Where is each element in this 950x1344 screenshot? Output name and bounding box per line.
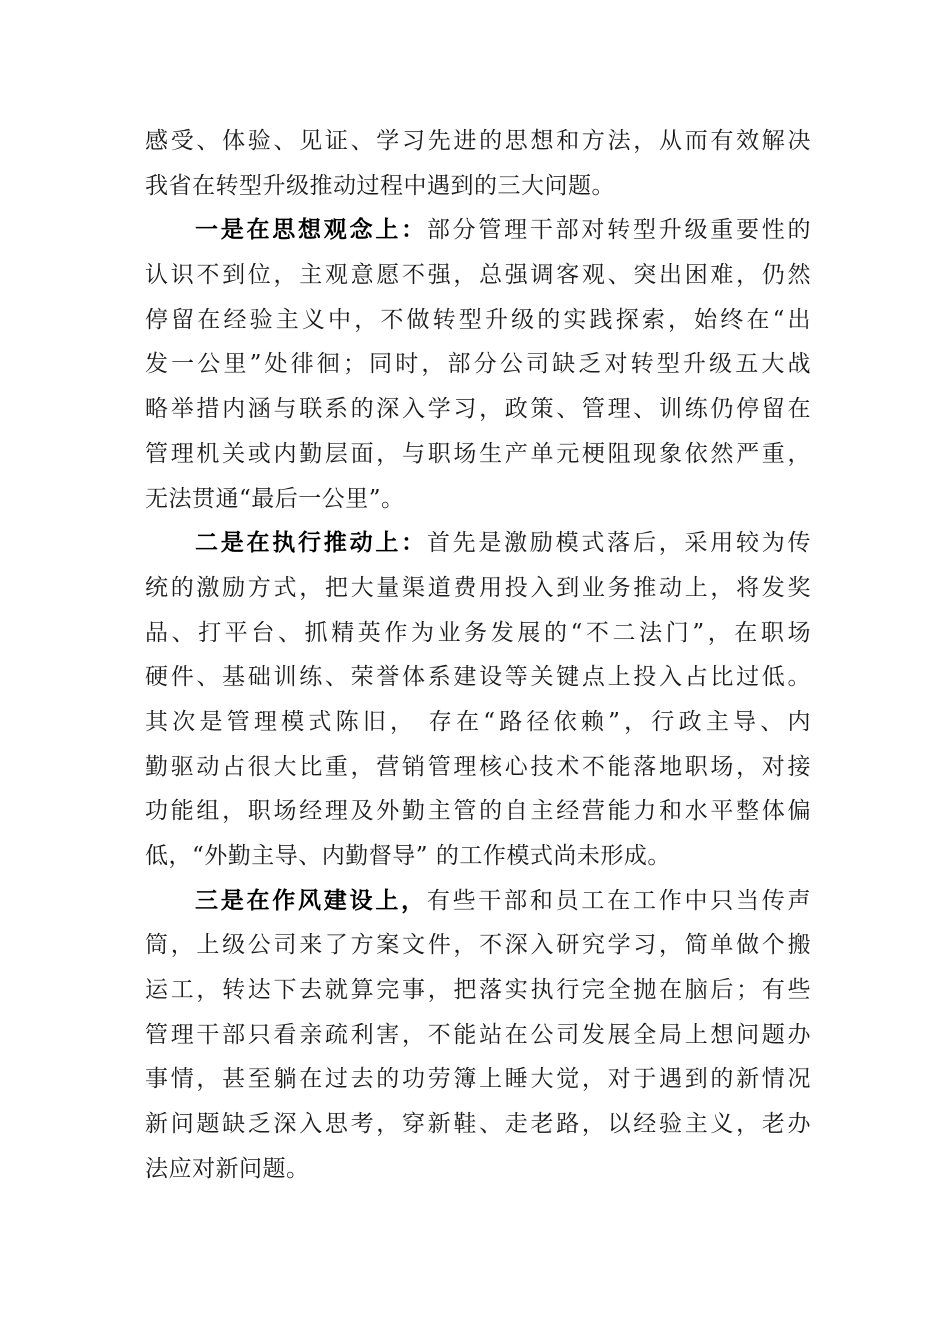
paragraph-2-line-1	[145, 208, 811, 253]
paragraph-4-line-4: 管理干部只看亲疏利害，不能站在公司发展全局上想问题办	[145, 1021, 811, 1048]
paragraph-4-first-rest: 有些干部和员工在工作中只当传声	[426, 887, 811, 914]
paragraph-2-line-7: 无法贯通“最后一公里”。	[145, 485, 405, 512]
paragraph-3-line-8: 低，“外勤主导、内勤督导” 的工作模式尚未形成。	[145, 843, 671, 869]
paragraph-2-lead: 一是在思想观念上：	[195, 216, 427, 244]
paragraph-4-line-2: 筒，上级公司来了方案文件，不深入研究学习，简单做个搬	[145, 932, 811, 959]
paragraph-1-line-1: 感受、体验、见证、学习先进的思想和方法，从而有效解决	[145, 128, 811, 154]
paragraph-4-line-1	[145, 879, 811, 924]
paragraph-3-line-5: 其次是管理模式陈旧， 存在“路径依赖”，行政主导、内	[145, 708, 811, 735]
paragraph-1-line-2: 我省在转型升级推动过程中遇到的三大问题。	[145, 172, 615, 199]
paragraph-4-line-6: 新问题缺乏深入思考，穿新鞋、走老路，以经验主义，老办	[145, 1111, 811, 1138]
paragraph-2-line-5: 略举措内涵与联系的深入学习，政策、管理、训练仍停留在	[145, 396, 811, 423]
paragraph-3-line-6: 勤驱动占很大比重，营销管理核心技术不能落地职场，对接	[145, 753, 811, 780]
paragraph-3-line-4: 硬件、基础训练、荣誉体系建设等关键点上投入占比过低。	[145, 664, 811, 691]
paragraph-3-lead: 二是在执行推动上：	[195, 529, 427, 557]
paragraph-4-line-5: 事情，甚至躺在过去的功劳簿上睡大觉，对于遇到的新情况	[145, 1066, 811, 1093]
paragraph-3-line-1	[145, 521, 811, 566]
paragraph-2-line-3: 停留在经验主义中，不做转型升级的实践探索，始终在“出	[145, 306, 811, 333]
paragraph-2-line-2: 认识不到位，主观意愿不强，总强调客观、突出困难，仍然	[145, 262, 811, 289]
paragraph-3-first-rest: 首先是激励模式落后，采用较为传	[426, 530, 811, 557]
paragraph-2-line-6: 管理机关或内勤层面，与职场生产单元梗阻现象依然严重，	[145, 440, 811, 467]
paragraph-3-line-2: 统的激励方式，把大量渠道费用投入到业务推动上，将发奖	[145, 574, 811, 601]
document-body	[145, 119, 811, 1192]
paragraph-4-line-7: 法应对新问题。	[145, 1155, 310, 1182]
paragraph-3-line-7: 功能组，职场经理及外勤主管的自主经营能力和水平整体偏	[145, 798, 811, 825]
paragraph-3-line-3: 品、打平台、抓精英作为业务发展的“不二法门”，在职场	[145, 619, 811, 646]
paragraph-4-lead: 三是在作风建设上，	[195, 886, 427, 914]
paragraph-2-line-4: 发一公里”处徘徊；同时，部分公司缺乏对转型升级五大战	[145, 351, 811, 378]
paragraph-2-first-rest: 部分管理干部对转型升级重要性的	[426, 217, 811, 244]
paragraph-4-line-3: 运工，转达下去就算完事，把落实执行完全抛在脑后；有些	[145, 977, 811, 1004]
